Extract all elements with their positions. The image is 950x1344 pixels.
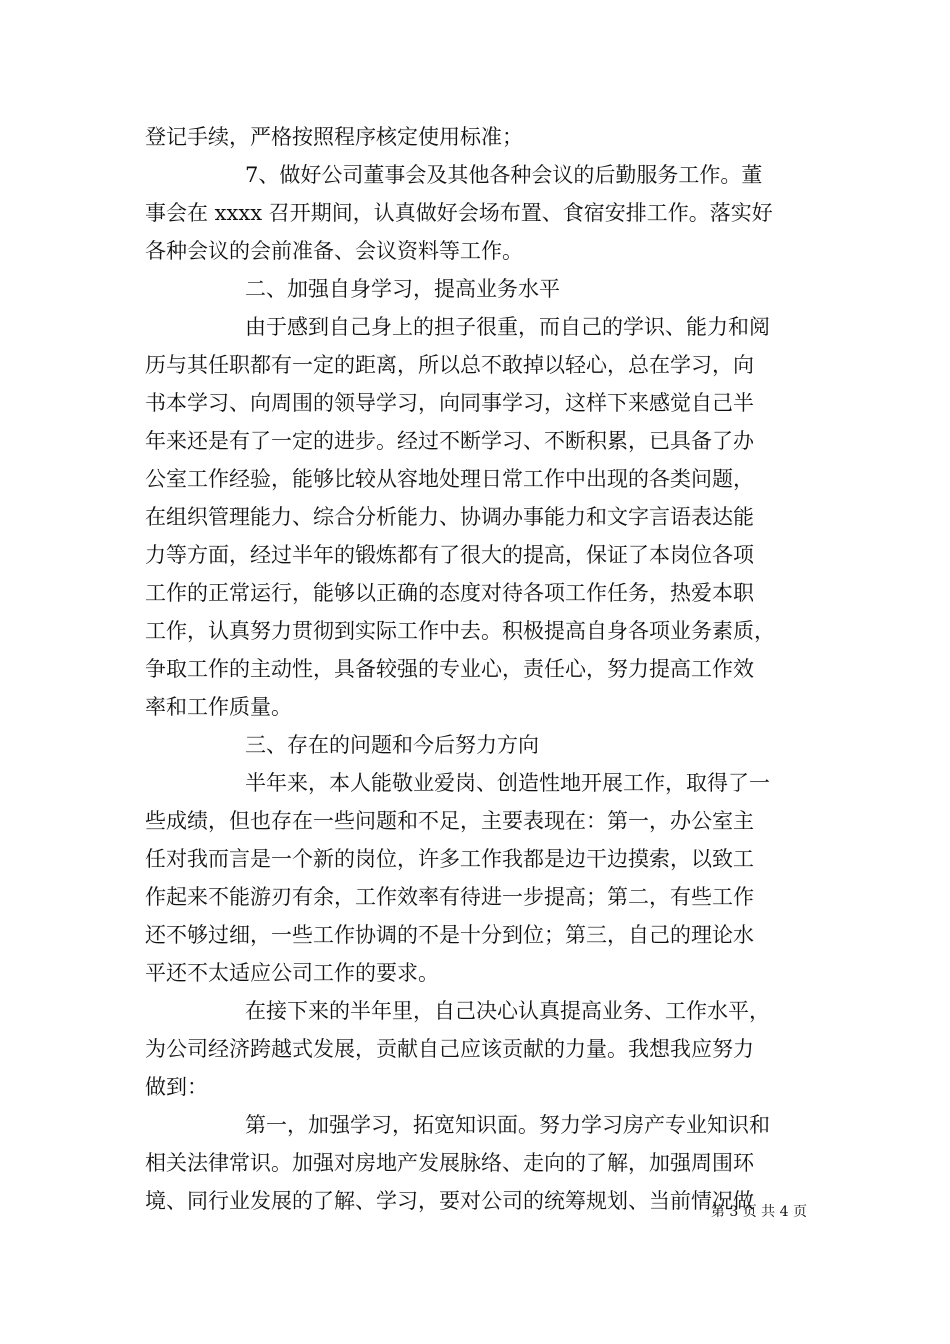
text-line: 争取工作的主动性，具备较强的专业心，责任心，努力提高工作效 xyxy=(145,657,754,681)
text-line: 7、做好公司董事会及其他各种会议的后勤服务工作。董 xyxy=(245,163,763,187)
text-line: 任对我而言是一个新的岗位，许多工作我都是边干边摸索，以致工 xyxy=(145,847,754,871)
text-line: 率和工作质量。 xyxy=(145,695,292,719)
text-line: 第一，加强学习，拓宽知识面。努力学习房产专业知识和 xyxy=(245,1113,770,1137)
text-line: 境、同行业发展的了解、学习，要对公司的统筹规划、当前情况做 xyxy=(145,1189,754,1213)
text-line: 为公司经济跨越式发展，贡献自己应该贡献的力量。我想我应努力 xyxy=(145,1037,754,1061)
text-line: 在组织管理能力、综合分析能力、协调办事能力和文字言语表达能 xyxy=(145,505,754,529)
text-line: 书本学习、向周围的领导学习，向同事学习，这样下来感觉自己半 xyxy=(145,391,754,415)
page-number: 第 3 页 共 4 页 xyxy=(710,1204,807,1220)
text-line: 三、存在的问题和今后努力方向 xyxy=(245,733,539,757)
text-line: 事会在 xxxx 召开期间，认真做好会场布置、食宿安排工作。落实好 xyxy=(145,201,773,225)
text-line: 在接下来的半年里，自己决心认真提高业务、工作水平， xyxy=(245,999,770,1023)
text-line: 平还不太适应公司工作的要求。 xyxy=(145,961,439,985)
text-line: 年来还是有了一定的进步。经过不断学习、不断积累，已具备了办 xyxy=(145,429,754,453)
text-line: 相关法律常识。加强对房地产发展脉络、走向的了解，加强周围环 xyxy=(145,1151,754,1175)
text-line: 些成绩，但也存在一些问题和不足，主要表现在：第一，办公室主 xyxy=(145,809,754,833)
text-line: 登记手续，严格按照程序核定使用标准； xyxy=(145,125,523,149)
text-line: 工作，认真努力贯彻到实际工作中去。积极提高自身各项业务素质， xyxy=(145,619,775,643)
text-line: 各种会议的会前准备、会议资料等工作。 xyxy=(145,239,523,263)
text-line: 历与其任职都有一定的距离，所以总不敢掉以轻心，总在学习，向 xyxy=(145,353,754,377)
text-line: 做到： xyxy=(145,1075,208,1099)
text-line: 半年来，本人能敬业爱岗、创造性地开展工作，取得了一 xyxy=(245,771,770,795)
text-line: 公室工作经验，能够比较从容地处理日常工作中出现的各类问题， xyxy=(145,467,754,491)
text-line: 力等方面，经过半年的锻炼都有了很大的提高，保证了本岗位各项 xyxy=(145,543,754,567)
text-line: 还不够过细，一些工作协调的不是十分到位；第三，自己的理论水 xyxy=(145,923,754,947)
document-body xyxy=(145,118,825,1220)
text-line: 由于感到自己身上的担子很重，而自己的学识、能力和阅 xyxy=(245,315,770,339)
text-line: 作起来不能游刃有余，工作效率有待进一步提高；第二，有些工作 xyxy=(145,885,754,909)
text-line: 工作的正常运行，能够以正确的态度对待各项工作任务，热爱本职 xyxy=(145,581,754,605)
text-line: 二、加强自身学习，提高业务水平 xyxy=(245,277,560,301)
